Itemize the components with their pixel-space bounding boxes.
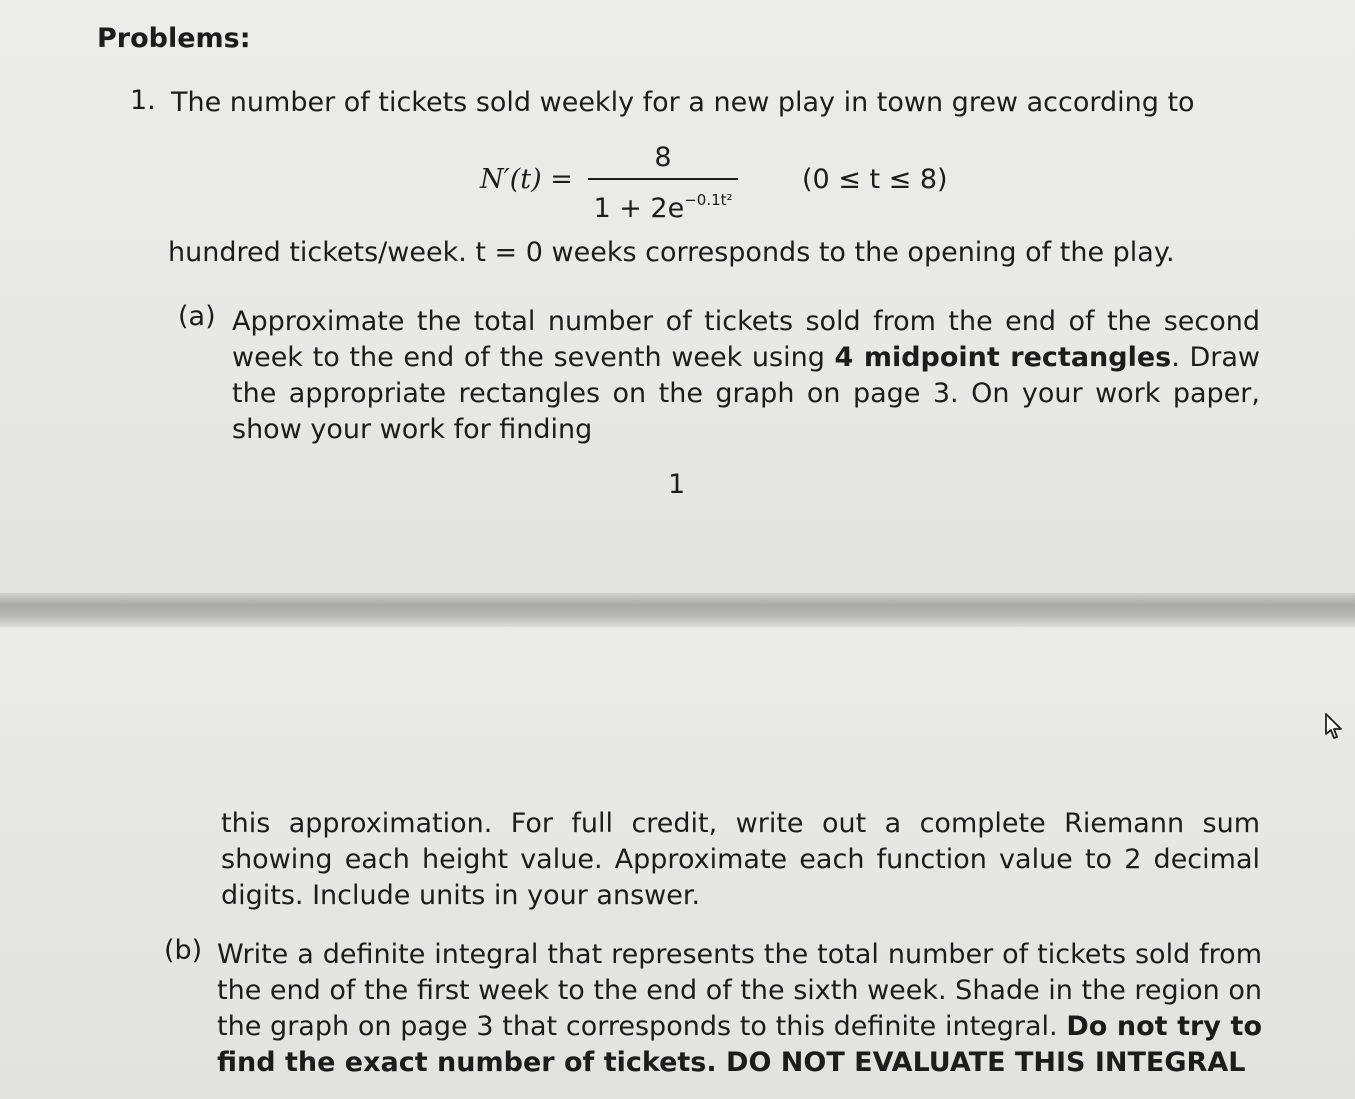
part-a-bold: 4 midpoint rectangles xyxy=(834,342,1172,373)
page-separator xyxy=(0,593,1355,627)
part-a-text-end: . Draw the appropriate rectangles on the graph on page 3. On your work paper, show your work for finding xyxy=(232,342,1261,445)
problem-number: 1. xyxy=(130,85,156,116)
part-b-label: (b) xyxy=(164,935,203,966)
part-a-text xyxy=(232,304,1260,448)
part-a-text-start: Approximate the total number of tickets sold from the end of the second week to the end of the seventh week using xyxy=(232,306,1260,373)
formula-denominator xyxy=(588,184,738,225)
denominator-base: 1 + 2e xyxy=(593,193,685,224)
problem-intro: The number of tickets sold weekly for a new play in town grew according to xyxy=(171,87,1195,118)
part-b-bold: Do not try to find the exact number of tickets. DO NOT EVALUATE THIS INTEGRAL xyxy=(217,1011,1262,1078)
denominator-exponent: −0.1t² xyxy=(684,191,733,209)
problems-heading: Problems: xyxy=(97,23,251,54)
part-b-text-start: Write a definite integral that represents the total number of tickets sold from the end of the first week to the end of the sixth week. Shade in the region on the graph on page 3 that corresponds to this definite integral. xyxy=(217,939,1262,1042)
rate-formula xyxy=(480,140,960,224)
formula-numerator: 8 xyxy=(654,142,672,173)
page-number: 1 xyxy=(668,469,686,500)
units-line: hundred tickets/week. t = 0 weeks corresponds to the opening of the play. xyxy=(168,237,1175,268)
fraction-bar xyxy=(588,178,738,180)
formula-fraction xyxy=(588,140,738,225)
mouse-pointer-icon xyxy=(1322,712,1344,740)
formula-lhs: N′(t) = xyxy=(480,164,573,195)
formula-domain: (0 ≤ t ≤ 8) xyxy=(802,164,948,195)
part-b-text xyxy=(217,937,1262,1081)
part-a-continued: this approximation. For full credit, write out a complete Riemann sum showing each height value. Approximate each function value to 2 decimal digits. Include units in your answer. xyxy=(221,808,1260,911)
part-a-label: (a) xyxy=(178,301,216,332)
